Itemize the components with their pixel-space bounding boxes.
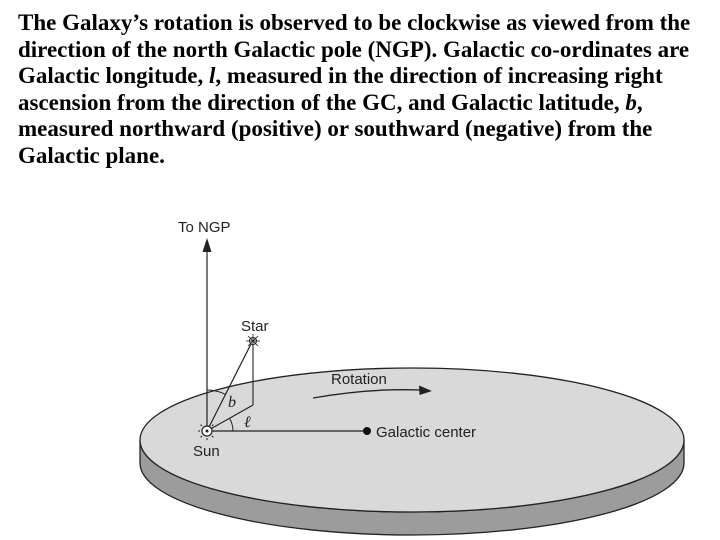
star-icon [246,334,260,348]
galactic-center-label: Galactic center [376,424,477,441]
sun-label: Sun [193,443,220,460]
rotation-label: Rotation [331,371,387,388]
latitude-angle-label: b [228,394,236,411]
star-label: Star [241,318,269,335]
ngp-arrowhead [203,238,212,252]
longitude-angle-label: ℓ [244,414,251,431]
caption-text: The Galaxy’s rotation is observed to be clockwise as viewed from the direction of the north Galactic pole (NGP). Galactic co-ordinates are Galactic longitude, l, measured in the direction of increasing right ascension from the direction of the GC, and Galactic latitude, b, measured northward (positive) or southward (negative) from the Galactic plane. [18,10,691,168]
galactic-center-dot [363,427,371,435]
to-ngp-label: To NGP [178,219,231,236]
